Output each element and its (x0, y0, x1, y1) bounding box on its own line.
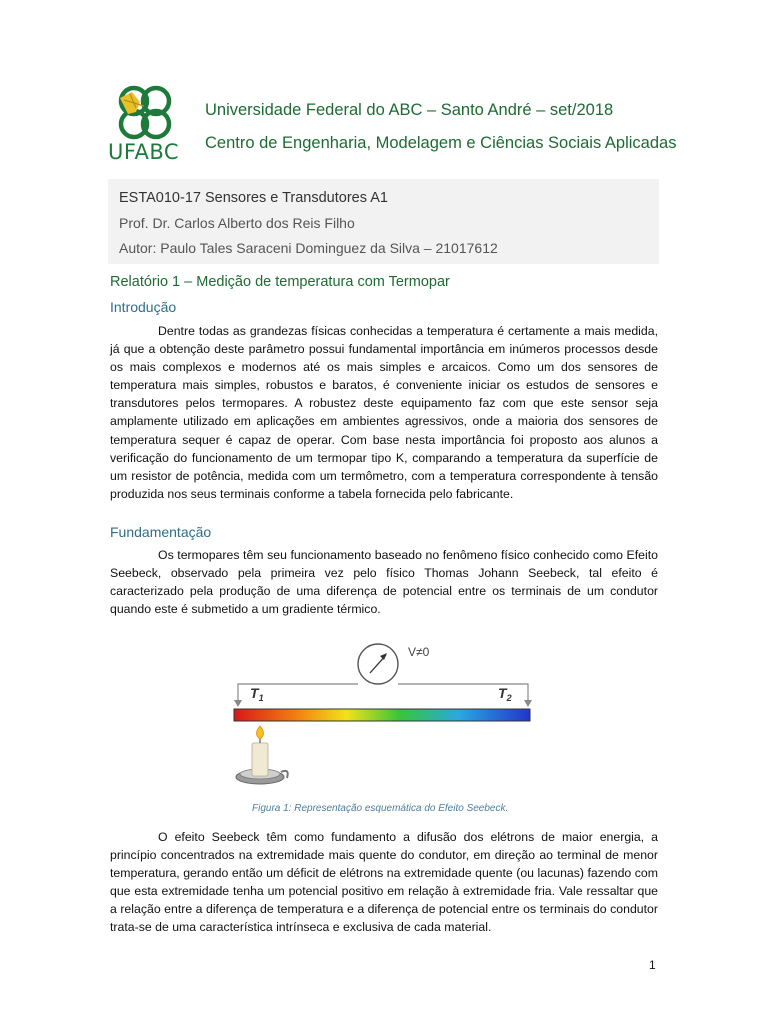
section-heading-intro: Introdução (110, 299, 177, 315)
t2-label: $T_2$ (498, 685, 512, 703)
seebeck-explanation-paragraph: O efeito Seebeck têm como fundamento a difusão dos elétrons de maior energia, a princípio concentrados na extremidade mais quente do condutor, em direção ao terminal de menor temperatura, gerando então um déficit de elétrons na extremidade quente (ou lacunas) fazendo com que esta extremidade tenha um potencial positivo em relação à extremidade fria. Vale ressaltar que a relação entre a diferença de temperatura e a diferença de potencial entre os terminais do condutor trata-se de uma característica intrínseca e exclusiva de cada material. (110, 830, 658, 935)
fundamentacao-paragraph: Os termopares têm seu funcionamento baseado no fenômeno físico conhecido como Efeito Seebeck, observado pela primeira vez pelo físico Thomas Johann Seebeck, tal efeito é caracterizado pela produção de uma diferença de potencial entre os terminais de um condutor quando este é submetido a um gradiente térmico. (110, 548, 658, 617)
professor-name: Prof. Dr. Carlos Alberto dos Reis Filho (119, 215, 355, 231)
seebeck-diagram (226, 640, 542, 792)
center-heading: Centro de Engenharia, Modelagem e Ciências Sociais Aplicadas (205, 134, 677, 152)
t1-label: $T_1$ (250, 685, 264, 703)
logo-text: UFABC (108, 140, 180, 164)
figure-caption: Figura 1: Representação esquemática do Efeito Seebeck. (252, 803, 509, 814)
author-name: Autor: Paulo Tales Saraceni Dominguez da Silva – 21017612 (119, 240, 498, 256)
report-title: Relatório 1 – Medição de temperatura com Termopar (110, 274, 450, 290)
course-title: ESTA010-17 Sensores e Transdutores A1 (119, 190, 388, 206)
page-number: 1 (649, 958, 656, 972)
logo-rings-icon (106, 84, 198, 144)
voltage-label: V≠0 (408, 645, 430, 659)
section-heading-fundamentacao: Fundamentação (110, 524, 212, 540)
intro-paragraph: Dentre todas as grandezas físicas conhecidas a temperatura é certamente a mais medida, já que a obtenção deste parâmetro possui fundamental importância em inúmeros processos desde os mais complexos e modernos até os mais simples e arcaicos. Como um dos sensores de temperatura mais simples, robustos e baratos, é conveniente iniciar os estudos de sensores e transdutores pelos termopares. A robustez deste equipamento faz com que este sensor seja amplamente utilizado em aplicações em ambientes agressivos, onde a maioria dos sensores de temperatura sequer é capaz de operar. Com base nesta importância foi proposto aos alunos a verificação do funcionamento de um termopar tipo K, comparando a temperatura da superfície de um resistor de potência, medida com um termômetro, com a temperatura correspondente à tensão produzida nos seus terminais conforme a tabela fornecida pelo fabricante. (110, 324, 658, 501)
candle-icon (236, 726, 288, 784)
university-heading: Universidade Federal do ABC – Santo André – set/2018 (205, 101, 614, 119)
conductor-bar (234, 709, 530, 721)
seebeck-figure (226, 640, 542, 792)
course-info-box (108, 179, 659, 264)
